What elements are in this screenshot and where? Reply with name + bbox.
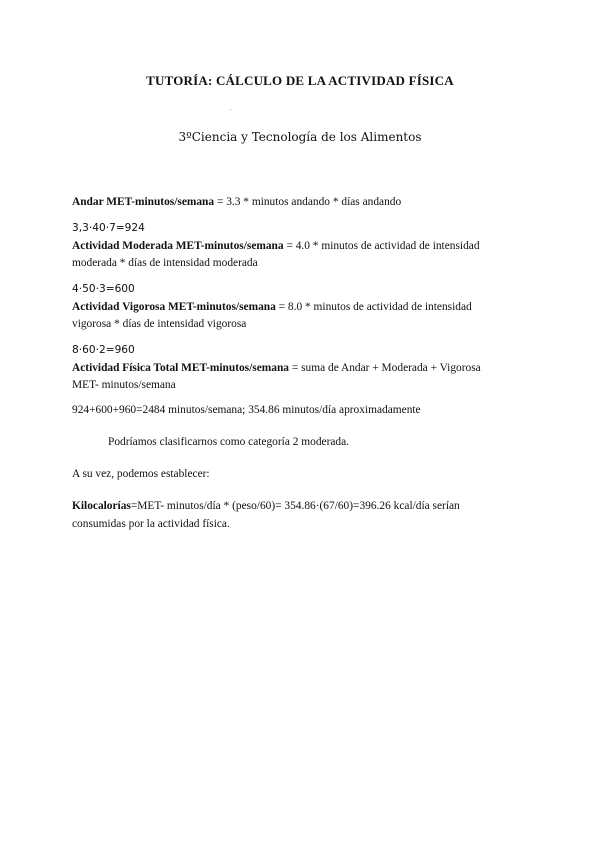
kcal-section bbox=[72, 498, 528, 533]
total-formula-line-1 bbox=[72, 360, 528, 378]
walking-formula-text: = 3.3 * minutos andando * días andando bbox=[214, 196, 402, 208]
classification bbox=[108, 434, 564, 452]
walking-calculation: 3,3·40·7=924 bbox=[72, 222, 145, 234]
moderate-formula-line-2: moderada * días de intensidad moderada bbox=[72, 257, 258, 269]
kcal-intro-text: A su vez, podemos establecer: bbox=[72, 468, 210, 480]
kcal-formula-text: =MET- minutos/día * (peso/60)= 354.86·(67/60)=396.26 kcal/día serían bbox=[130, 500, 460, 512]
vigorous-formula-text: = 8.0 * minutos de actividad de intensidad bbox=[275, 300, 472, 313]
walking-formula-line bbox=[72, 194, 528, 212]
moderate-calculation: 4·50·3=600 bbox=[72, 283, 135, 295]
moderate-formula-line-1 bbox=[72, 238, 528, 256]
moderate-formula-text: = 4.0 * minutos de actividad de intensidad bbox=[283, 239, 480, 252]
vigorous-formula-line-1 bbox=[72, 299, 528, 317]
page-subtitle: 3ºCiencia y Tecnología de los Alimentos bbox=[178, 130, 422, 144]
moderate-label: Actividad Moderada MET-minutos/semana bbox=[72, 239, 284, 252]
walking-label: Andar MET-minutos/semana bbox=[72, 196, 215, 208]
total-section bbox=[72, 342, 528, 395]
kcal-formula-line-1 bbox=[72, 498, 528, 516]
stray-mark bbox=[230, 109, 231, 110]
vigorous-formula-line-2: vigorosa * días de intensidad vigorosa bbox=[72, 318, 247, 330]
page-title: TUTORÍA: CÁLCULO DE LA ACTIVIDAD FÍSICA bbox=[146, 73, 454, 88]
moderate-section bbox=[72, 220, 528, 273]
kcal-label: Kilocalorías bbox=[72, 500, 131, 512]
total-result-text: 924+600+960=2484 minutos/semana; 354.86 minutos/día aproximadamente bbox=[72, 404, 421, 416]
classification-text: Podríamos clasificarnos como categoría 2 moderada. bbox=[108, 436, 350, 448]
vigorous-section bbox=[72, 281, 528, 334]
total-result bbox=[72, 402, 528, 420]
total-formula-text: = suma de Andar + Moderada + Vigorosa bbox=[288, 361, 481, 374]
vigorous-label: Actividad Vigorosa MET-minutos/semana bbox=[72, 300, 276, 313]
vigorous-calculation: 8·60·2=960 bbox=[72, 344, 135, 356]
kcal-intro bbox=[72, 466, 528, 484]
total-formula-line-2: MET- minutos/semana bbox=[72, 379, 176, 391]
kcal-formula-line-2: consumidas por la actividad física. bbox=[72, 517, 230, 530]
walking-formula bbox=[72, 194, 528, 212]
total-label: Actividad Física Total MET-minutos/semana bbox=[72, 361, 289, 374]
